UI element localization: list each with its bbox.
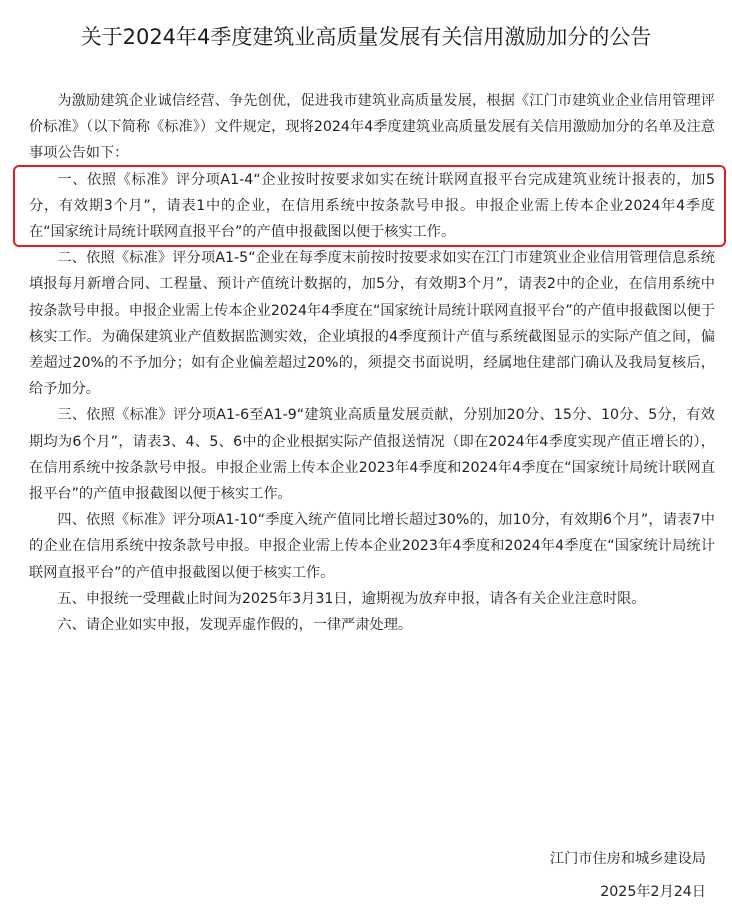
item-one-paragraph-highlighted: 一、依照《标准》评分项A1-4“企业按时按要求如实在统计联网直报平台完成建筑业统计报表的，加5分，有效期3个月”，请表1中的企业，在信用系统中按条款号申报。申报企业需上传本企业2024年4季度在“国家统计局统计联网直报平台”的产值申报截图以便于核实工作。: [15, 167, 724, 246]
intro-paragraph: 为激励建筑企业诚信经营、争先创优，促进我市建筑业高质量发展，根据《江门市建筑业企业信用管理评价标准》（以下简称《标准》）文件规定，现将2024年4季度建筑业高质量发展有关信用激励加分的名单及注意事项公告如下：: [29, 93, 715, 162]
item-three-paragraph: 三、依照《标准》评分项A1-6至A1-9“建筑业高质量发展贡献，分别加20分、15分、10分、5分，有效期均为6个月”，请表3、4、5、6中的企业根据实际产值报送情况（即在2024年4季度实现产值正增长的），在信用系统中按条款号申报。申报企业需上传本企业2023年4季度和2024年4季度在“国家统计局统计联网直报平台”的产值申报截图以便于核实工作。: [29, 407, 715, 503]
issuing-organization: 江门市住房和城乡建设局: [549, 851, 706, 867]
item-four-paragraph: 四、依照《标准》评分项A1-10“季度入统产值同比增长超过30%的，加10分，有效期6个月”，请表7中的企业在信用系统中按条款号申报。申报企业需上传本企业2023年4季度和2024年4季度在“国家统计局统计联网直报平台”的产值申报截图以便于核实工作。: [29, 512, 715, 581]
item-five-paragraph: 五、申报统一受理截止时间为2025年3月31日，逾期视为放弃申报，请各有关企业注意时限。: [57, 590, 646, 607]
item-six-paragraph: 六、请企业如实申报，发现弄虚作假的，一律严肃处理。: [57, 617, 413, 634]
document-body: [29, 88, 715, 638]
issue-date: 2025年2月24日: [600, 884, 706, 900]
item-two-paragraph: 二、依照《标准》评分项A1-5“企业在每季度末前按时按要求如实在江门市建筑业企业信用管理信息系统填报每月新增合同、工程量、预计产值统计数据的，加5分，有效期3个月”，请表2中的企业，在信用系统中按条款号申报。申报企业需上传本企业2024年4季度在“国家统计局统计联网直报平台”的产值申报截图以便于核实工作。为确保建筑业产值数据监测实效，企业填报的4季度预计产值与系统截图显示的实际产值之间，偏差超过20%的不予加分；如有企业偏差超过20%的，须提交书面说明，经属地住建部门确认及我局复核后，给予加分。: [29, 250, 715, 398]
document-title: 关于2024年4季度建筑业高质量发展有关信用激励加分的公告: [80, 25, 652, 49]
